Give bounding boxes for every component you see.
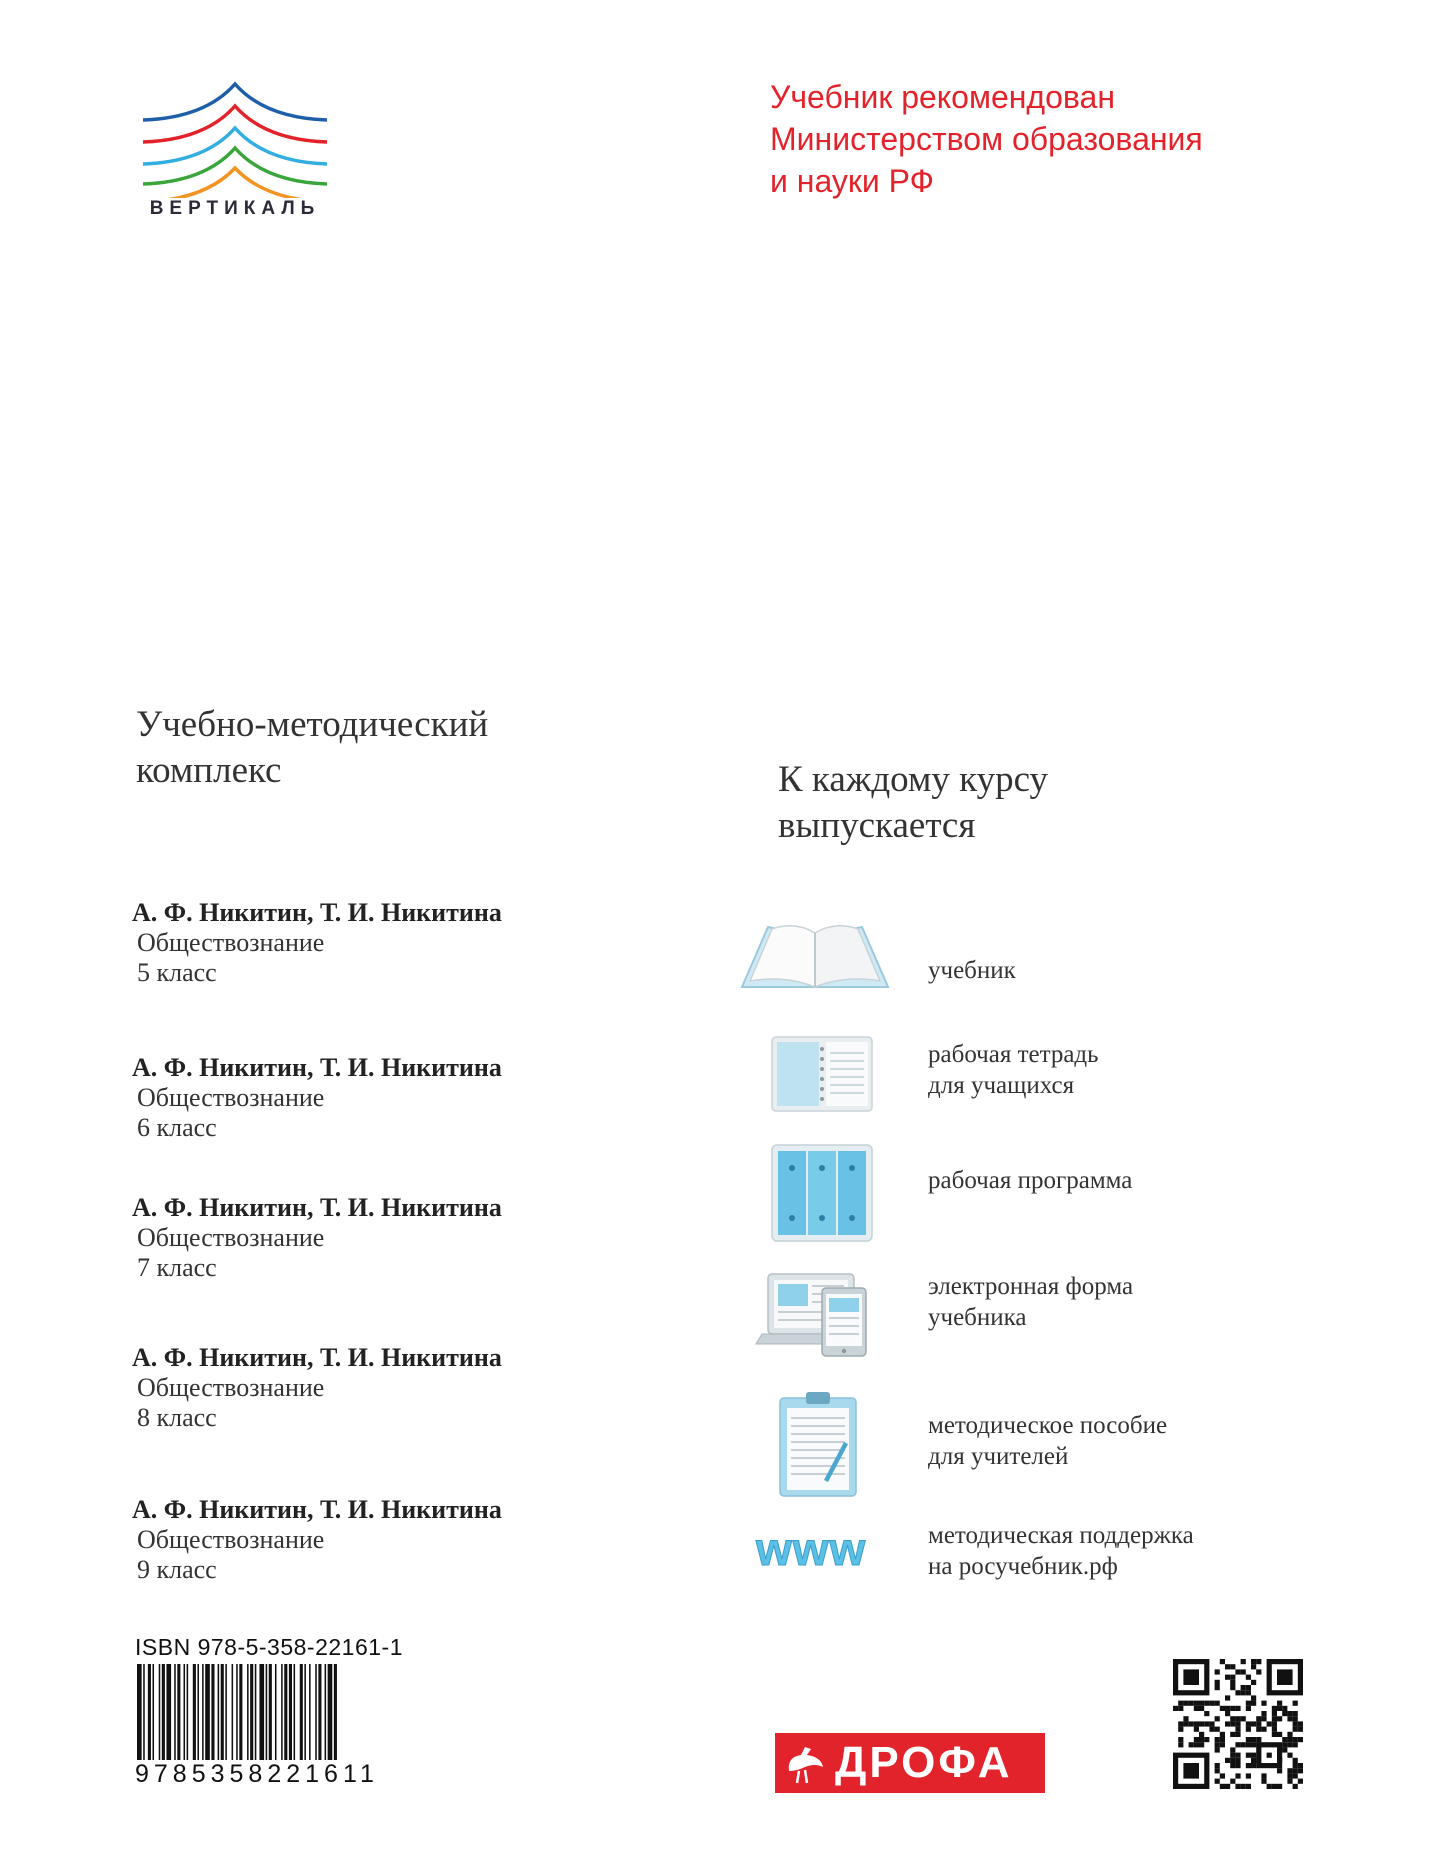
book-grade: 7 класс [137,1253,217,1282]
qr-module [1298,1763,1303,1768]
qr-module [1293,1716,1298,1721]
www-icon [740,1520,890,1580]
qr-module [1293,1701,1298,1706]
publisher-name: ДРОФА [835,1738,1013,1787]
qr-module [1220,1732,1225,1737]
qr-module [1298,1779,1303,1784]
qr-module [1241,1716,1246,1721]
qr-module [1256,1716,1261,1721]
qr-module [1246,1773,1251,1778]
qr-module [1199,1701,1204,1706]
qr-module [1178,1701,1183,1706]
qr-module [1287,1716,1292,1721]
qr-module [1251,1701,1256,1706]
vertikal-logo [135,78,335,228]
qr-module [1272,1711,1277,1716]
qr-module [1225,1721,1230,1726]
book-subject: Обществознание [137,1525,325,1554]
resource-label: рабочая программа [928,1167,1133,1194]
qr-module [1246,1675,1251,1680]
qr-module [1235,1721,1240,1726]
qr-module [1220,1706,1225,1711]
book-authors: А. Ф. Никитин, Т. И. Никитина [132,1053,502,1082]
book-authors: А. Ф. Никитин, Т. И. Никитина [132,1343,502,1372]
qr-module [1241,1659,1246,1664]
qr-module [1287,1732,1292,1737]
qr-module [1194,1706,1199,1711]
qr-module [1173,1706,1178,1711]
qr-module [1204,1721,1209,1726]
complex-line-1: Учебно-методический [136,704,489,745]
book-grade: 5 класс [137,958,217,987]
qr-module [1261,1716,1266,1721]
qr-module [1225,1706,1230,1711]
qr-module [1251,1763,1256,1768]
course-line-1: К каждому курсу [778,759,1049,800]
qr-module [1261,1773,1266,1778]
qr-module [1246,1690,1251,1695]
qr-module [1178,1727,1183,1732]
complex-heading [136,702,488,794]
qr-module [1209,1727,1214,1732]
qr-module [1256,1659,1261,1664]
book-grade: 6 класс [137,1113,217,1142]
qr-module [1235,1716,1240,1721]
qr-module [1235,1732,1240,1737]
drofa-logo [775,1733,1045,1793]
qr-module [1282,1711,1287,1716]
qr-module [1220,1773,1225,1778]
resource-label-1: методическое пособие [928,1412,1168,1439]
qr-module [1189,1742,1194,1747]
book-entry-6 [132,1053,652,1143]
qr-module [1282,1742,1287,1747]
qr-module [1256,1737,1261,1742]
book-authors: А. Ф. Никитин, Т. И. Никитина [132,1495,502,1524]
resource-label-1: рабочая тетрадь [928,1041,1099,1068]
book-entry-9 [132,1495,652,1585]
qr-module [1230,1732,1235,1737]
qr-module [1293,1737,1298,1742]
qr-module [1230,1685,1235,1690]
open-book-icon [740,915,890,995]
qr-module [1241,1784,1246,1789]
qr-module [1178,1742,1183,1747]
qr-module [1251,1753,1256,1758]
qr-module [1293,1773,1298,1778]
qr-module [1235,1690,1240,1695]
qr-module [1246,1753,1251,1758]
qr-module [1287,1773,1292,1778]
qr-module [1298,1727,1303,1732]
qr-module [1277,1701,1282,1706]
book-grade: 9 класс [137,1555,217,1584]
qr-module [1225,1664,1230,1669]
clipboard-icon [740,1392,890,1498]
qr-module [1199,1742,1204,1747]
qr-module [1235,1742,1240,1747]
qr-module [1287,1711,1292,1716]
recommendation-line-2: Министерством образования [770,121,1203,157]
resource-label-2: для учителей [928,1443,1069,1470]
qr-module [1272,1732,1277,1737]
qr-module [1220,1737,1225,1742]
qr-module [1251,1680,1256,1685]
resource-program [740,1143,1300,1243]
qr-module [1272,1716,1277,1721]
qr-module [1194,1742,1199,1747]
qr-module [1267,1753,1272,1758]
qr-module [1204,1701,1209,1706]
resource-electronic [740,1270,1300,1370]
qr-module [1246,1763,1251,1768]
qr-module [1230,1758,1235,1763]
resource-label-1: электронная форма [928,1273,1134,1300]
book-entry-5 [132,898,652,988]
book-authors: А. Ф. Никитин, Т. И. Никитина [132,898,502,927]
qr-module [1215,1685,1220,1690]
qr-module [1261,1727,1266,1732]
book-subject: Обществознание [137,928,325,957]
qr-module [1183,1669,1199,1685]
qr-module [1251,1721,1256,1726]
qr-module [1235,1763,1240,1768]
qr-module [1246,1727,1251,1732]
qr-module [1194,1721,1199,1726]
course-heading [778,757,1048,849]
resource-label: учебник [928,957,1016,984]
qr-module [1246,1706,1251,1711]
recommendation-text [770,76,1270,202]
qr-module [1220,1784,1225,1789]
qr-module [1199,1721,1204,1726]
qr-module [1246,1784,1251,1789]
qr-module [1235,1773,1240,1778]
qr-module [1204,1737,1209,1742]
qr-module [1230,1721,1235,1726]
binders-icon [740,1143,890,1243]
qr-module [1241,1685,1246,1690]
qr-module [1293,1727,1298,1732]
book-grade: 8 класс [137,1403,217,1432]
book-authors: А. Ф. Никитин, Т. И. Никитина [132,1193,502,1222]
resource-label-1: методическая поддержка [928,1522,1194,1549]
devices-icon [740,1270,890,1360]
qr-module [1261,1701,1266,1706]
qr-module [1215,1747,1220,1752]
qr-module [1293,1742,1298,1747]
qr-module [1235,1669,1240,1674]
qr-module [1215,1737,1220,1742]
qr-module [1225,1784,1230,1789]
qr-module [1241,1669,1246,1674]
qr-module [1230,1675,1235,1680]
qr-module [1235,1753,1240,1758]
qr-module [1230,1779,1235,1784]
qr-module [1298,1768,1303,1773]
qr-module [1267,1721,1272,1726]
qr-module [1215,1680,1220,1685]
qr-module [1251,1664,1256,1669]
resource-teacher-guide [740,1392,1300,1492]
qr-module [1225,1695,1230,1700]
qr-module [1215,1727,1220,1732]
book-entry-7 [132,1193,652,1283]
qr-module [1225,1675,1230,1680]
qr-module [1287,1779,1292,1784]
qr-module [1277,1706,1282,1711]
qr-module [1277,1768,1282,1773]
qr-module [1215,1763,1220,1768]
qr-module [1287,1753,1292,1758]
resource-workbook [740,1035,1300,1135]
recommendation-line-1: Учебник рекомендован [770,79,1115,115]
qr-module [1251,1695,1256,1700]
bustard-icon [775,1733,835,1793]
qr-module [1241,1742,1246,1747]
qr-module [1277,1784,1282,1789]
qr-module [1261,1711,1266,1716]
qr-module [1251,1742,1256,1747]
qr-module [1256,1669,1261,1674]
qr-module [1230,1763,1235,1768]
qr-module [1215,1716,1220,1721]
qr-module [1272,1784,1277,1789]
qr-module [1251,1758,1256,1763]
qr-module [1246,1685,1251,1690]
qr-module [1272,1721,1277,1726]
qr-module [1272,1706,1277,1711]
qr-module [1298,1721,1303,1726]
qr-code [1173,1659,1303,1789]
resource-web-support [740,1520,1300,1620]
qr-module [1267,1784,1272,1789]
vertikal-logo-icon [135,78,335,198]
qr-module [1183,1716,1188,1721]
qr-module [1215,1742,1220,1747]
qr-module [1178,1721,1183,1726]
qr-module [1215,1768,1220,1773]
qr-module [1183,1763,1199,1779]
book-subject: Обществознание [137,1083,325,1112]
resource-label-2: на росучебник.рф [928,1553,1118,1580]
notebook-icon [740,1035,890,1115]
qr-module [1225,1758,1230,1763]
qr-module [1272,1727,1277,1732]
qr-module [1293,1711,1298,1716]
qr-module [1194,1727,1199,1732]
qr-module [1235,1784,1240,1789]
qr-module [1251,1737,1256,1742]
qr-module [1189,1721,1194,1726]
qr-module [1230,1680,1235,1685]
qr-module [1256,1727,1261,1732]
qr-module [1215,1779,1220,1784]
qr-module [1246,1742,1251,1747]
isbn-text: ISBN 978-5-358-22161-1 [135,1634,403,1660]
qr-module [1298,1737,1303,1742]
qr-module [1230,1664,1235,1669]
qr-module [1241,1690,1246,1695]
qr-module [1287,1768,1292,1773]
qr-module [1277,1669,1293,1685]
qr-module [1220,1659,1225,1664]
qr-module [1246,1701,1251,1706]
qr-module [1230,1716,1235,1721]
qr-module [1230,1753,1235,1758]
complex-line-2: комплекс [136,750,282,791]
qr-module [1287,1742,1292,1747]
qr-module [1293,1758,1298,1763]
book-subject: Обществознание [137,1373,325,1402]
qr-module [1199,1706,1204,1711]
qr-module [1183,1721,1188,1726]
book-subject: Обществознание [137,1223,325,1252]
qr-module [1293,1784,1298,1789]
qr-module [1287,1737,1292,1742]
book-entry-8 [132,1343,652,1433]
qr-module [1215,1701,1220,1706]
qr-module [1209,1701,1214,1706]
qr-module [1215,1669,1220,1674]
qr-module [1225,1711,1230,1716]
qr-module [1277,1716,1282,1721]
qr-module [1282,1706,1287,1711]
qr-module [1230,1706,1235,1711]
qr-module [1246,1721,1251,1726]
qr-module [1220,1742,1225,1747]
qr-module [1235,1706,1240,1711]
recommendation-line-3: и науки РФ [770,163,934,199]
qr-module [1235,1758,1240,1763]
qr-module [1199,1737,1204,1742]
qr-module [1194,1701,1199,1706]
qr-module [1277,1732,1282,1737]
qr-module [1293,1768,1298,1773]
qr-module [1293,1763,1298,1768]
qr-module [1204,1711,1209,1716]
qr-module [1189,1701,1194,1706]
qr-module [1199,1732,1204,1737]
qr-module [1209,1721,1214,1726]
qr-module [1194,1737,1199,1742]
qr-module [1178,1706,1183,1711]
resource-textbook [740,915,1300,1015]
qr-module [1261,1779,1266,1784]
www-text: www [756,1523,867,1575]
qr-module [1282,1737,1287,1742]
resource-label-2: для учащихся [928,1072,1075,1099]
qr-module [1246,1737,1251,1742]
resource-label-2: учебника [928,1304,1027,1331]
qr-module [1178,1737,1183,1742]
qr-module [1230,1747,1235,1752]
qr-module [1293,1721,1298,1726]
course-line-2: выпускается [778,805,976,846]
barcode-number: 9785358221611 [135,1760,430,1789]
qr-module [1251,1659,1256,1664]
qr-module [1235,1727,1240,1732]
qr-module [1256,1721,1261,1726]
qr-module [1183,1701,1188,1706]
logo-text: ВЕРТИКАЛЬ [149,198,321,219]
qr-module [1282,1747,1287,1752]
